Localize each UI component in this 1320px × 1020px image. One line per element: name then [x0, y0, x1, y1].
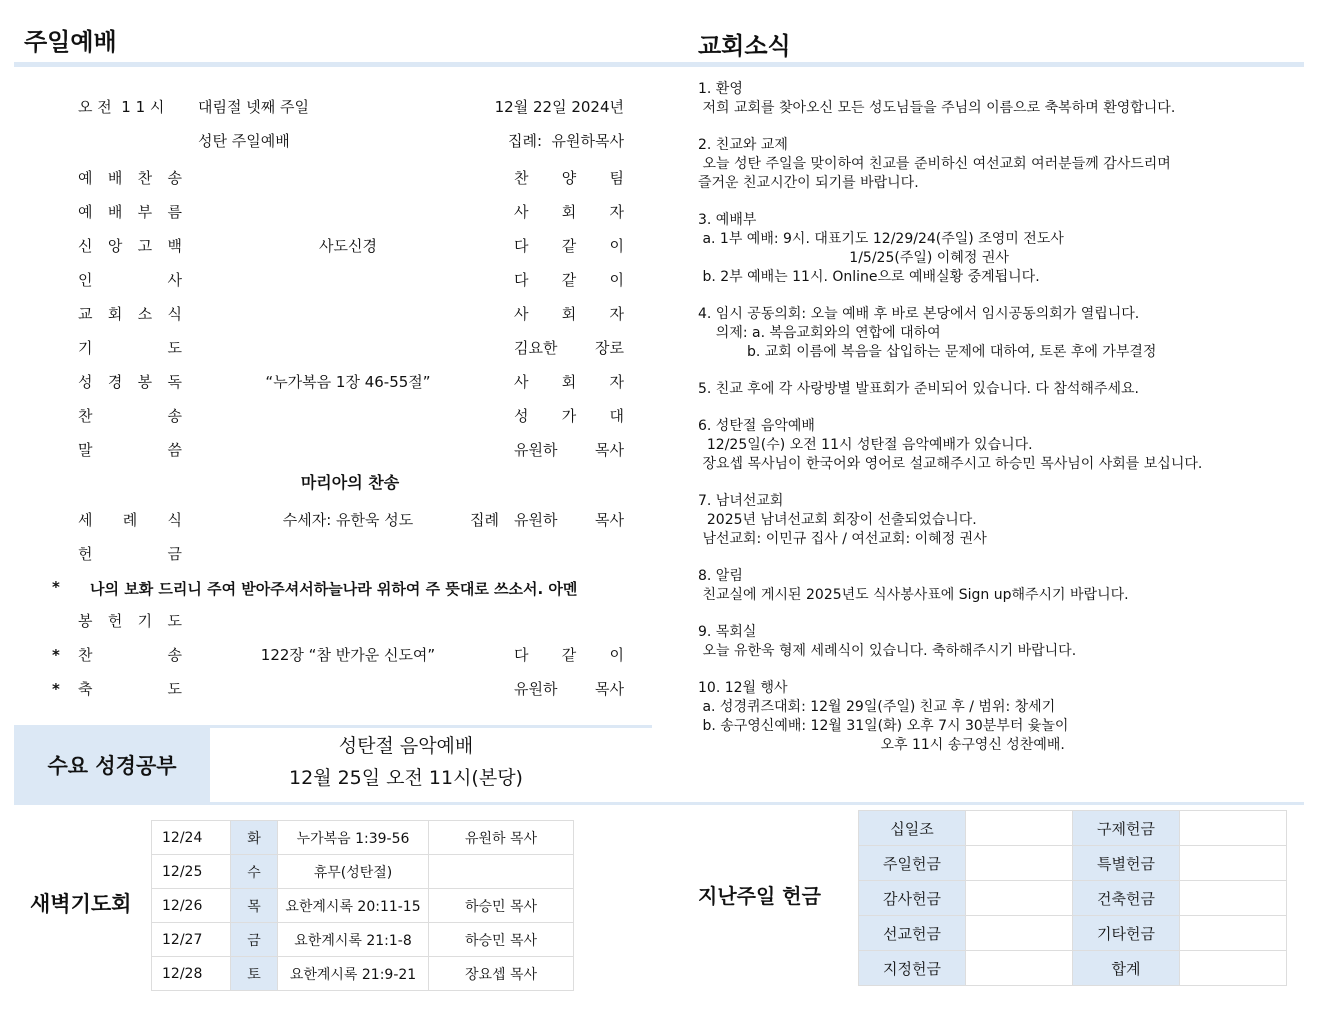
order-responsible: 사 회 자	[514, 373, 624, 391]
table-row	[859, 951, 1287, 986]
offering-category: 구제헌금	[1073, 811, 1180, 846]
offering-category: 건축헌금	[1073, 881, 1180, 916]
order-responsible: 사 회 자	[514, 305, 624, 323]
order-row	[78, 506, 624, 534]
service-occasion: 대림절 넷째 주일	[198, 98, 309, 116]
offering-amount	[966, 881, 1073, 916]
news-line: b. 송구영신예배: 12월 31일(화) 오후 7시 30분부터 윷놀이	[698, 718, 1069, 734]
order-row	[78, 198, 624, 226]
news-line: 남선교회: 이민규 집사 / 여선교회: 이혜정 권사	[698, 531, 987, 547]
news-heading: 1. 환영	[698, 81, 743, 97]
news-line: 12/25일(수) 오전 11시 성탄절 음악예배가 있습니다.	[698, 437, 1033, 453]
order-responsible: 유원하 목사	[514, 441, 624, 459]
order-responsible: 사 회 자	[514, 203, 624, 221]
left-title: 주일예배	[24, 28, 117, 56]
order-row	[78, 540, 624, 568]
offering-category: 지정헌금	[859, 951, 966, 986]
news-section	[698, 211, 1288, 287]
news-section	[698, 380, 1288, 399]
order-responsible: 다 같 이	[514, 646, 624, 664]
order-detail: “누가복음 1장 46-55절”	[265, 373, 431, 391]
wednesday-line1: 성탄절 음악예배	[338, 735, 474, 757]
order-item: 교 회 소 식	[78, 305, 182, 323]
news-heading: 7. 남녀선교회	[698, 493, 784, 509]
offering-category: 특별헌금	[1073, 846, 1180, 881]
table-row	[859, 916, 1287, 951]
news-line: 2025년 남녀선교회 회장이 선출되었습니다.	[698, 512, 977, 528]
order-item: 헌 금	[78, 545, 182, 563]
order-responsible: 유원하 목사	[514, 511, 624, 529]
news-heading: 10. 12월 행사	[698, 680, 788, 696]
table-row	[152, 923, 574, 957]
table-row	[859, 881, 1287, 916]
wednesday-label: 수요 성경공부	[14, 728, 210, 802]
offering-category: 십일조	[859, 811, 966, 846]
service-name: 성탄 주일예배	[198, 132, 290, 150]
dawn-ref: 요한계시록 21:9-21	[278, 957, 429, 991]
news-section	[698, 305, 1288, 362]
order-row	[78, 368, 624, 396]
news-section	[698, 679, 1288, 755]
dawn-pastor	[429, 855, 574, 889]
order-item: 찬 송	[78, 407, 182, 425]
offering-amount	[1180, 951, 1287, 986]
dawn-pastor: 유원하 목사	[429, 821, 574, 855]
dawn-day: 목	[231, 889, 278, 923]
order-row	[78, 164, 624, 192]
offering-amount	[1180, 811, 1287, 846]
offering-amount	[966, 846, 1073, 881]
dawn-day: 수	[231, 855, 278, 889]
news-line: 오늘 성탄 주일을 맞이하여 친교를 준비하신 여선교회 여러분들께 감사드리며	[698, 156, 1171, 172]
order-row	[78, 266, 624, 294]
wednesday-line2: 12월 25일 오전 11시(본당)	[289, 767, 523, 789]
order-row	[78, 300, 624, 328]
service-leader: 집례: 유원하목사	[507, 132, 624, 150]
news-section	[698, 567, 1288, 605]
offering-label: 지난주일 헌금	[698, 884, 821, 908]
dawn-date: 12/24	[152, 821, 231, 855]
dawn-date: 12/26	[152, 889, 231, 923]
offering-table	[858, 810, 1287, 986]
order-row	[78, 607, 624, 635]
order-detail: 사도신경	[319, 237, 377, 255]
offering-category: 기타헌금	[1073, 916, 1180, 951]
order-detail: 122장 “참 반가운 신도여”	[260, 646, 436, 664]
church-news	[698, 80, 1288, 773]
order-item: 말 씀	[78, 441, 182, 459]
dawn-label: 새벽기도회	[30, 892, 132, 916]
offering-category: 선교헌금	[859, 916, 966, 951]
news-section	[698, 136, 1288, 193]
dawn-prayer-table	[151, 820, 574, 991]
section-divider	[14, 802, 1304, 805]
news-heading: 9. 목회실	[698, 624, 757, 640]
order-item: 축 도	[78, 680, 182, 698]
order-row	[52, 675, 624, 703]
wednesday-details	[210, 730, 602, 794]
offering-amount	[1180, 881, 1287, 916]
offering-amount	[966, 811, 1073, 846]
header-divider	[14, 62, 1304, 67]
order-item: 성 경 봉 독	[78, 373, 182, 391]
service-date: 12월 22일 2024년	[494, 98, 624, 116]
news-line: b. 교회 이름에 복음을 삽입하는 문제에 대하여, 토론 후에 가부결정	[698, 344, 1157, 360]
order-item: 세 례 식	[78, 511, 182, 529]
offering-amount	[1180, 846, 1287, 881]
star-mark: *	[52, 646, 60, 664]
table-row	[152, 855, 574, 889]
star-mark: *	[52, 680, 60, 698]
dawn-ref: 휴무(성탄절)	[278, 855, 429, 889]
news-heading: 6. 성탄절 음악예배	[698, 418, 815, 434]
order-responsible: 김요한 장로	[514, 339, 624, 357]
news-line: 장요셉 목사님이 한국어와 영어로 설교해주시고 하승민 목사님이 사회를 보십니다.	[698, 456, 1203, 472]
order-row	[78, 232, 624, 260]
dawn-pastor: 하승민 목사	[429, 889, 574, 923]
table-row	[859, 811, 1287, 846]
right-title: 교회소식	[698, 32, 791, 60]
order-item: 인 사	[78, 271, 182, 289]
order-item: 예 배 부 름	[78, 203, 182, 221]
news-section	[698, 417, 1288, 474]
dawn-day: 금	[231, 923, 278, 957]
dawn-day: 토	[231, 957, 278, 991]
order-responsible: 다 같 이	[514, 271, 624, 289]
news-line: 즐거운 친교시간이 되기를 바랍니다.	[698, 175, 919, 191]
offering-category: 합계	[1073, 951, 1180, 986]
news-line: a. 1부 예배: 9시. 대표기도 12/29/24(주일) 조영미 전도사	[698, 231, 1064, 247]
news-heading: 2. 친교와 교제	[698, 137, 788, 153]
dawn-ref: 누가복음 1:39-56	[278, 821, 429, 855]
order-row	[78, 436, 624, 464]
offering-category: 감사헌금	[859, 881, 966, 916]
news-heading: 4. 임시 공동의회: 오늘 예배 후 바로 본당에서 임시공동의회가 열립니다.	[698, 306, 1140, 322]
order-item: 예 배 찬 송	[78, 169, 182, 187]
offering-amount	[966, 951, 1073, 986]
offering-amount	[966, 916, 1073, 951]
order-row	[78, 402, 624, 430]
news-line: 저희 교회를 찾아오신 모든 성도님들을 주님의 이름으로 축복하며 환영합니다.	[698, 100, 1176, 116]
order-extra: 집례	[470, 511, 499, 529]
offering-category: 주일헌금	[859, 846, 966, 881]
order-responsible: 성 가 대	[514, 407, 624, 425]
dawn-ref: 요한계시록 20:11-15	[278, 889, 429, 923]
news-line: 오후 11시 송구영신 성찬예배.	[698, 737, 1065, 753]
service-time: 오 전 1 1 시	[78, 98, 165, 116]
order-responsible: 찬 양 팀	[514, 169, 624, 187]
news-heading: 3. 예배부	[698, 212, 757, 228]
news-section	[698, 80, 1288, 118]
news-line: 의제: a. 복음교회와의 연합에 대하여	[698, 325, 941, 341]
dawn-date: 12/25	[152, 855, 231, 889]
order-responsible: 유원하 목사	[514, 680, 624, 698]
dawn-pastor: 하승민 목사	[429, 923, 574, 957]
offering-prayer-text: 나의 보화 드리니 주여 받아주셔서하늘나라 위하여 주 뜻대로 쓰소서. 아멘	[90, 580, 578, 598]
order-responsible: 다 같 이	[514, 237, 624, 255]
order-item: 기 도	[78, 339, 182, 357]
table-row	[152, 957, 574, 991]
dawn-ref: 요한계시록 21:1-8	[278, 923, 429, 957]
news-section	[698, 623, 1288, 661]
order-item: 봉 헌 기 도	[78, 612, 182, 630]
offering-amount	[1180, 916, 1287, 951]
sermon-title: 마리아의 찬송	[300, 473, 400, 492]
star-mark: *	[52, 578, 60, 596]
order-row	[52, 641, 624, 669]
news-line: b. 2부 예배는 11시. Online으로 예배실황 중계됩니다.	[698, 269, 1040, 285]
order-detail: 수세자: 유한욱 성도	[282, 511, 414, 529]
news-heading: 8. 알림	[698, 568, 743, 584]
news-section	[698, 492, 1288, 549]
dawn-pastor: 장요셉 목사	[429, 957, 574, 991]
news-line: 오늘 유한욱 형제 세례식이 있습니다. 축하해주시기 바랍니다.	[698, 643, 1077, 659]
table-row	[152, 821, 574, 855]
table-row	[152, 889, 574, 923]
dawn-day: 화	[231, 821, 278, 855]
dawn-date: 12/27	[152, 923, 231, 957]
news-heading: 5. 친교 후에 각 사랑방별 발표회가 준비되어 있습니다. 다 참석해주세요.	[698, 381, 1139, 397]
order-item: 신 앙 고 백	[78, 237, 182, 255]
news-line: 1/5/25(주일) 이혜정 권사	[698, 250, 1009, 266]
order-item: 찬 송	[78, 646, 182, 664]
table-row	[859, 846, 1287, 881]
order-row	[78, 334, 624, 362]
news-line: 친교실에 게시된 2025년도 식사봉사표에 Sign up해주시기 바랍니다.	[698, 587, 1129, 603]
dawn-date: 12/28	[152, 957, 231, 991]
news-line: a. 성경퀴즈대회: 12월 29일(주일) 친교 후 / 범위: 창세기	[698, 699, 1056, 715]
